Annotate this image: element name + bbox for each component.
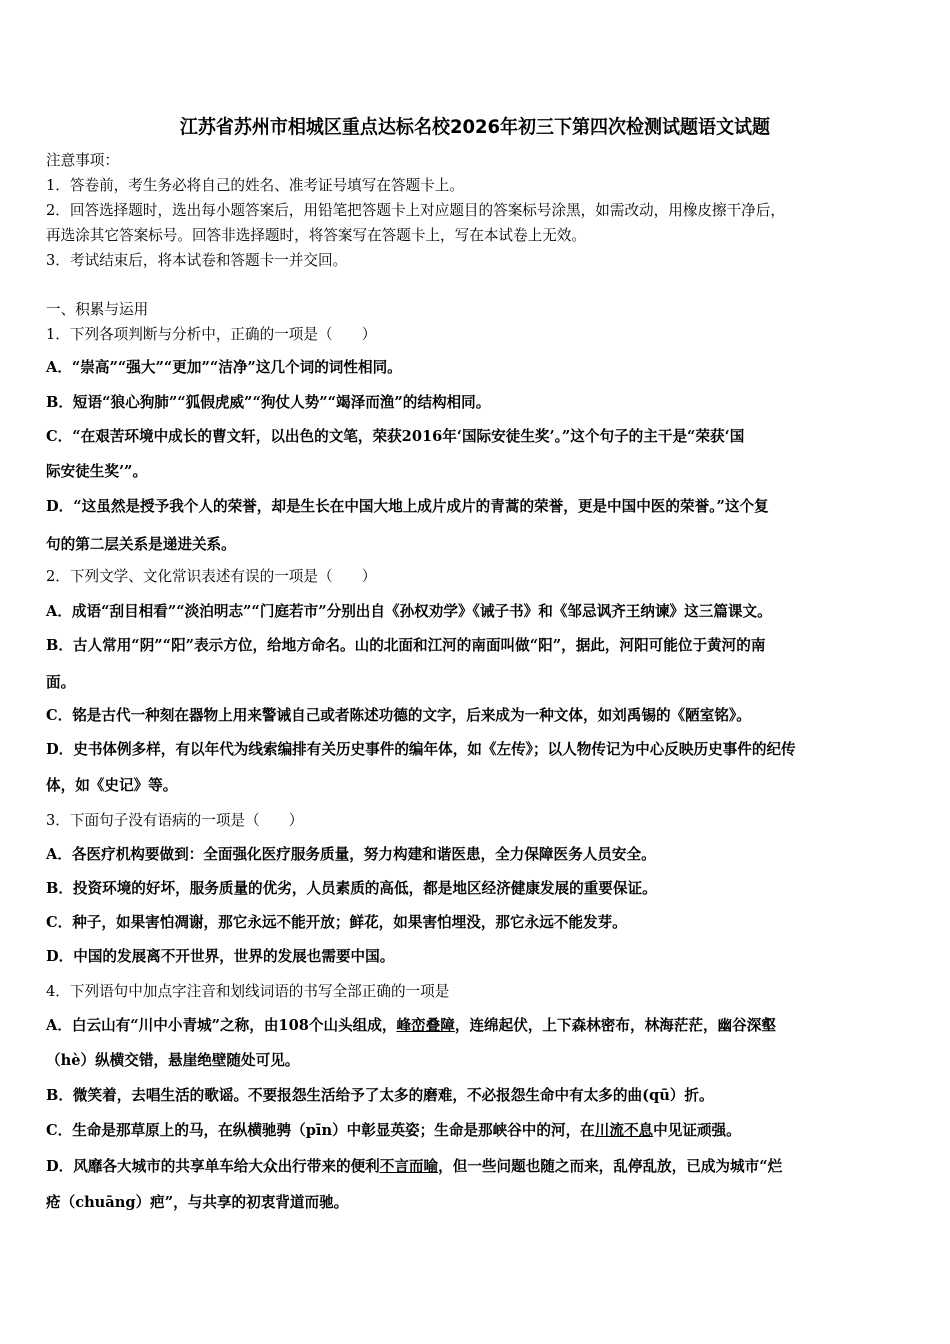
page-title: 江苏省苏州市相城区重点达标名校2026年初三下第四次检测试题语文试题 xyxy=(179,116,771,138)
notice-item-2-cont: 再选涂其它答案标号。回答非选择题时，将答案写在答题卡上，写在本试卷上无效。 xyxy=(46,227,586,244)
q1-option-b: B．短语“狼心狗肺”“狐假虎威”“狗仗人势”“竭泽而渔”的结构相同。 xyxy=(46,394,491,411)
q1-stem: 1．下列各项判断与分析中，正确的一项是（ ） xyxy=(46,326,377,343)
q4-option-d-text-2: ，但一些问题也随之而来，乱停乱放，已成为城市“烂 xyxy=(438,1158,783,1175)
q4-option-c xyxy=(46,1121,912,1141)
q2-option-b: B．古人常用“阴”“阳”表示方位，给地方命名。山的北面和江河的南面叫做“阳”，据此，河阳可能位于黄河的南 xyxy=(46,637,766,654)
q3-option-d: D．中国的发展离不开世界，世界的发展也需要中国。 xyxy=(46,948,395,965)
q4-option-d xyxy=(46,1157,912,1177)
q2-option-a: A．成语“刮目相看”“淡泊明志”“门庭若市”分别出自《孙权劝学》《诫子书》和《邹忌讽齐王纳谏》这三篇课文。 xyxy=(46,603,772,620)
notice-item-1: 1．答卷前，考生务必将自己的姓名、准考证号填写在答题卡上。 xyxy=(46,177,464,194)
q4-option-d-cont: 疮（chuāng）疤”，与共享的初衷背道而驰。 xyxy=(46,1194,349,1211)
q3-stem: 3．下面句子没有语病的一项是（ ） xyxy=(46,812,304,829)
q4-option-d-underlined: 不言而喻 xyxy=(379,1158,439,1175)
q4-option-c-underlined: 川流不息 xyxy=(594,1122,654,1139)
q4-option-a-cont: （hè）纵横交错，悬崖绝壁随处可见。 xyxy=(46,1052,300,1069)
q4-option-a-text-2: ，连绵起伏，上下森林密布，林海茫茫，幽谷深壑 xyxy=(454,1017,776,1034)
q1-option-d-cont: 句的第二层关系是递进关系。 xyxy=(46,536,236,553)
notice-item-2: 2．回答选择题时，选出每小题答案后，用铅笔把答题卡上对应题目的答案标号涂黑，如需改动，用橡皮擦干净后， xyxy=(46,202,785,219)
q4-option-a xyxy=(46,1016,912,1036)
notice-item-3: 3．考试结束后，将本试卷和答题卡一并交回。 xyxy=(46,252,348,269)
q4-stem: 4．下列语句中加点字注音和划线词语的书写全部正确的一项是 xyxy=(46,983,450,1000)
q4-option-c-text-1: C．生命是那草原上的马，在纵横驰骋（pīn）中彰显英姿；生命是那峡谷中的河，在 xyxy=(46,1122,595,1139)
q1-option-c-cont: 际安徒生奖’”。 xyxy=(46,463,148,480)
q4-option-a-text-1: A．白云山有“川中小青城”之称，由108个山头组成， xyxy=(46,1017,397,1034)
section-heading: 一、积累与运用 xyxy=(46,301,149,318)
q2-stem: 2．下列文学、文化常识表述有误的一项是（ ） xyxy=(46,568,377,585)
q4-option-b: B．微笑着，去唱生活的歌谣。不要报怨生活给予了太多的磨难，不必报怨生命中有太多的曲(qū）折。 xyxy=(46,1087,714,1104)
q2-option-c: C．铭是古代一种刻在器物上用来警诫自己或者陈述功德的文字，后来成为一种文体，如刘禹锡的《陋室铭》。 xyxy=(46,707,751,724)
q3-option-b: B．投资环境的好坏，服务质量的优劣，人员素质的高低，都是地区经济健康发展的重要保证。 xyxy=(46,880,657,897)
q1-option-a: A．“崇高”“强大”“更加”“洁净”这几个词的词性相同。 xyxy=(46,359,402,376)
q3-option-a: A．各医疗机构要做到：全面强化医疗服务质量，努力构建和谐医患，全力保障医务人员安全。 xyxy=(46,846,656,863)
notice-heading: 注意事项： xyxy=(46,152,119,169)
q2-option-b-cont: 面。 xyxy=(46,674,76,691)
q3-option-c: C．种子，如果害怕凋谢，那它永远不能开放；鲜花，如果害怕埋没，那它永远不能发芽。 xyxy=(46,914,627,931)
q2-option-d: D．史书体例多样，有以年代为线索编排有关历史事件的编年体，如《左传》；以人物传记为中心反映历史事件的纪传 xyxy=(46,741,796,758)
q1-option-c: C．“在艰苦环境中成长的曹文轩，以出色的文笔，荣获2016年‘国际安徒生奖’。”这个句子的主干是“荣获‘国 xyxy=(46,428,745,445)
q2-option-d-cont: 体，如《史记》等。 xyxy=(46,777,178,794)
q4-option-a-underlined: 峰峦叠障 xyxy=(396,1017,455,1034)
q4-option-d-text-1: D．风靡各大城市的共享单车给大众出行带来的便利 xyxy=(46,1158,380,1175)
q4-option-c-text-2: 中见证顽强。 xyxy=(653,1122,741,1139)
q1-option-d: D．“这虽然是授予我个人的荣誉，却是生长在中国大地上成片成片的青蒿的荣誉，更是中国中医的荣誉。”这个复 xyxy=(46,498,769,515)
